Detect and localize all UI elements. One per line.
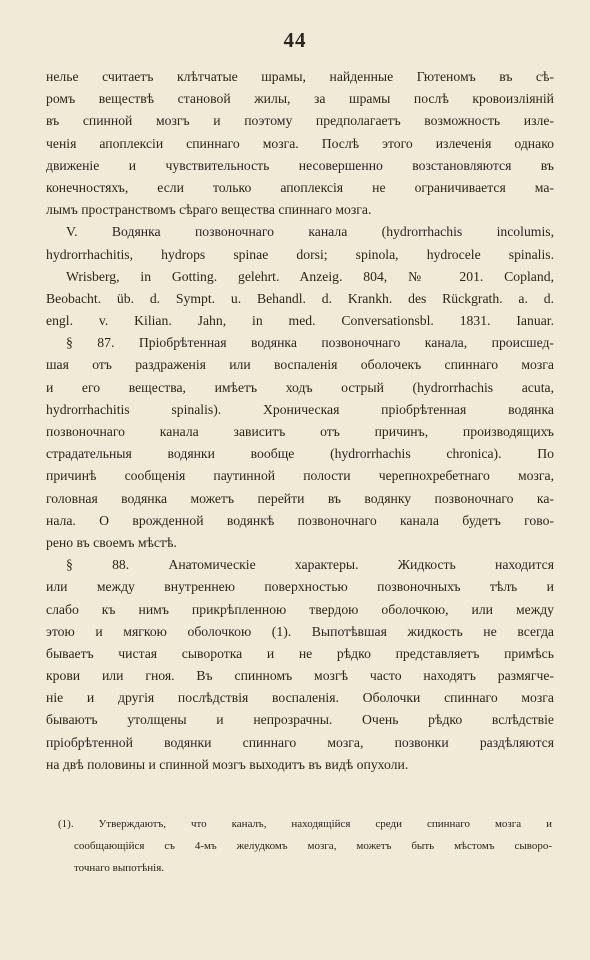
section-heading-line: V. Водянка позвоночнаго канала (hydrorrhachis incolumis, (66, 224, 554, 240)
text-line: слабо къ нимъ прикрѣпленною твердою оболочкою, или между (46, 601, 554, 617)
text-line: движеніе и чувствительность несовершенно возстановляются въ (46, 157, 554, 173)
footnote-line: точнаго выпотѣнія. (74, 862, 165, 874)
text-line: позвоночнаго канала зависитъ отъ причинъ, производящихъ (46, 424, 554, 439)
text-line: ромъ веществѣ становой жилы, за шрамы послѣ кровоизліяній (46, 91, 554, 107)
page-number: 44 (283, 28, 307, 52)
text-line: hydrorrhachitis spinalis). Хроническая пріобрѣтенная водянка (46, 401, 554, 417)
reference-line: Beobacht. üb. d. Sympt. u. Behandl. d. Krankh. des Rückgrath. a. d. (46, 290, 554, 306)
footnote-line: сообщающійся съ 4-мъ желудкомъ мозга, можетъ быть мѣстомъ сыворо- (74, 840, 552, 852)
text-line: нала. О врожденной водянкѣ позвоночнаго канала будетъ гово- (46, 512, 554, 528)
reference-line: Wrisberg, in Gotting. gelehrt. Anzeig. 804, № 201. Copland, (66, 268, 554, 284)
text-line: на двѣ половины и спинной мозгъ выходитъ въ видѣ опухоли. (46, 756, 409, 772)
footnote-line: (1). Утверждаютъ, что каналъ, находящійся среди спиннаго мозга и (58, 818, 552, 830)
text-line: бываютъ утолщены и непрозрачны. Очень рѣдко вслѣдствіе (46, 712, 554, 728)
text-line: пріобрѣтенной водянки спиннаго мозга, позвонки раздѣляются (46, 734, 554, 750)
text-line: hydrorrhachitis, hydrops spinae dorsi; spinola, hydrocele spinalis. (46, 246, 554, 262)
main-text (46, 66, 554, 776)
text-line: страдательныя водянки вообще (hydrorrhachis chronica). По (46, 446, 554, 462)
paragraph-start-line: § 87. Пріобрѣтенная водянка позвоночнаго канала, происшед- (66, 335, 554, 351)
text-line: или между внутреннею поверхностью позвоночныхъ тѣлъ и (46, 579, 554, 595)
text-line: бываетъ чистая сыворотка и не рѣдко представляетъ примѣсь (46, 645, 554, 661)
text-line: рено въ своемъ мѣстѣ. (46, 534, 177, 550)
text-line: ніе и другія послѣдствія воспаленія. Оболочки спиннаго мозга (46, 690, 554, 706)
text-line: нелье считаетъ клѣтчатые шрамы, найденные Гютеномъ въ сѣ- (46, 69, 554, 84)
paragraph-start-line: § 88. Анатомическіе характеры. Жидкость находится (66, 557, 554, 573)
text-line: ченія апоплексіи спиннаго мозга. Послѣ этого излеченія однако (46, 135, 554, 151)
text-line: головная водянка можетъ перейти въ водянку позвоночнаго ка- (46, 490, 554, 506)
text-line: конечностяхъ, если только апоплексія не ограничивается ма- (46, 179, 554, 195)
footnote (58, 813, 552, 879)
text-line: шая отъ раздраженія или воспаленія оболочекъ спиннаго мозга (46, 357, 554, 373)
text-line: крови или гноя. Въ спинномъ мозгѣ часто находятъ размягче- (46, 668, 554, 684)
text-line: и его вещества, имѣетъ ходъ острый (hydrorrhachis acuta, (46, 379, 554, 395)
text-line: лымъ пространствомъ сѣраго вещества спиннаго мозга. (46, 202, 372, 218)
reference-line: engl. v. Kilian. Jahn, in med. Conversationsbl. 1831. Ianuar. (46, 313, 554, 329)
text-line: въ спинной мозгъ и поэтому предполагаетъ возможность изле- (46, 113, 554, 129)
text-line: этою и мягкою оболочкою (1). Выпотѣвшая жидкость не всегда (46, 623, 554, 639)
text-line: причинѣ сообщенія паутинной полости черепнохребетнаго мозга, (46, 468, 554, 484)
